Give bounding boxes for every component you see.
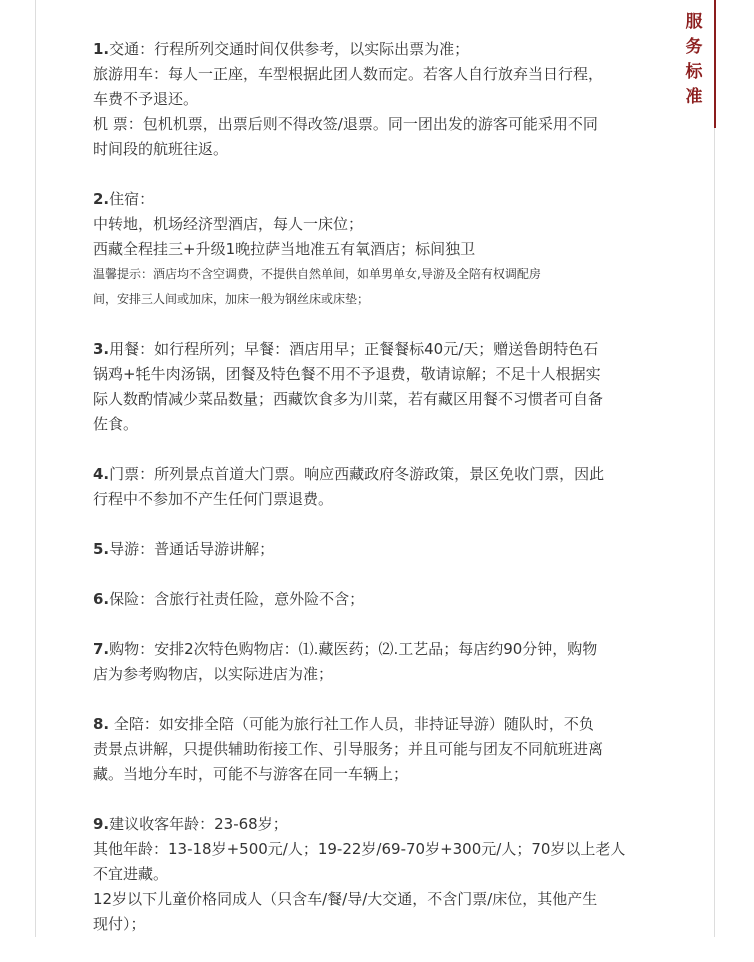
- section-line: 不宜进藏。: [93, 865, 169, 883]
- section-text: 购物：安排2次特色购物店：⑴.藏医药；⑵.工艺品；每店约90分钟，购物: [109, 640, 598, 658]
- section-insurance: [93, 587, 663, 612]
- section-meals: [93, 337, 663, 437]
- section-line: [93, 812, 663, 837]
- accommodation-note: 间，安排三人间或加床，加床一般为钢丝床或床垫；: [93, 292, 370, 306]
- section-line: [93, 712, 663, 737]
- section-line: [93, 337, 663, 362]
- section-text: 用餐：如行程所列；早餐：酒店用早；正餐餐标40元/天；赠送鲁朗特色石: [109, 340, 599, 358]
- section-text: 建议收客年龄：23-68岁；: [109, 815, 288, 833]
- section-text: 住宿：: [109, 190, 155, 208]
- section-number: 6.: [93, 590, 110, 608]
- section-line: 藏。当地分车时，可能不与游客在同一车辆上；: [93, 765, 409, 783]
- section-line: 时间段的航班往返。: [93, 140, 229, 158]
- section-line: 中转地，机场经济型酒店，每人一床位；: [93, 215, 364, 233]
- section-accommodation: [93, 187, 663, 312]
- section-line: 机 票：包机机票，出票后则不得改签/退票。同一团出发的游客可能采用不同: [93, 115, 598, 133]
- section-line: 佐食。: [93, 415, 139, 433]
- section-line: [93, 187, 663, 212]
- service-standard-content: [93, 37, 663, 962]
- section-line: 旅游用车：每人一正座，车型根据此团人数而定。若客人自行放弃当日行程，: [93, 65, 604, 83]
- section-number: 5.: [93, 540, 110, 558]
- section-line: 行程中不参加不产生任何门票退费。: [93, 490, 334, 508]
- section-text: 门票：所列景点首道大门票。响应西藏政府冬游政策，景区免收门票，因此: [109, 465, 605, 483]
- section-line: [93, 587, 663, 612]
- accommodation-note: 温馨提示：酒店均不含空调费，不提供自然单间，如单男单女,导游及全陪有权调配房: [93, 267, 541, 281]
- section-escort: [93, 712, 663, 787]
- section-line: [93, 462, 663, 487]
- section-line: 其他年龄：13-18岁+500元/人；19-22岁/69-70岁+300元/人；70岁以上老人: [93, 840, 626, 858]
- section-line: 12岁以下儿童价格同成人（只含车/餐/导/大交通，不含门票/床位，其他产生: [93, 890, 598, 908]
- section-line: 现付）；: [93, 915, 146, 933]
- section-number: 2.: [93, 190, 110, 208]
- section-guide: [93, 537, 663, 562]
- section-line: [93, 537, 663, 562]
- side-tab-service-standard[interactable]: [674, 0, 716, 128]
- section-text: 全陪：如安排全陪（可能为旅行社工作人员，非持证导游）随队时，不负: [109, 715, 594, 733]
- section-text: 保险：含旅行社责任险，意外险不含；: [109, 590, 365, 608]
- section-tickets: [93, 462, 663, 512]
- side-tab-char: 准: [685, 87, 703, 107]
- section-text: 交通：行程所列交通时间仅供参考，以实际出票为准；: [109, 40, 470, 58]
- section-transport: [93, 37, 663, 162]
- section-line: 锅鸡+牦牛肉汤锅，团餐及特色餐不用不予退费，敬请谅解；不足十人根据实: [93, 365, 601, 383]
- side-tab-char: 务: [685, 37, 703, 57]
- section-age: [93, 812, 663, 937]
- section-number: 8.: [93, 715, 110, 733]
- section-line: [93, 37, 663, 62]
- side-tab-char: 服: [685, 12, 703, 32]
- side-tab-char: 标: [685, 62, 703, 82]
- section-number: 1.: [93, 40, 110, 58]
- section-line: 西藏全程挂三+升级1晚拉萨当地准五有氧酒店；标间独卫: [93, 240, 476, 258]
- section-number: 9.: [93, 815, 110, 833]
- section-line: 店为参考购物店，以实际进店为准；: [93, 665, 334, 683]
- section-line: 际人数酌情减少菜品数量；西藏饮食多为川菜，若有藏区用餐不习惯者可自备: [93, 390, 604, 408]
- section-text: 导游：普通话导游讲解；: [109, 540, 275, 558]
- section-number: 7.: [93, 640, 110, 658]
- section-line: 车费不予退还。: [93, 90, 199, 108]
- section-number: 3.: [93, 340, 110, 358]
- section-shopping: [93, 637, 663, 687]
- section-line: 责景点讲解，只提供辅助衔接工作、引导服务；并且可能与团友不同航班进离: [93, 740, 604, 758]
- section-line: [93, 637, 663, 662]
- section-number: 4.: [93, 465, 110, 483]
